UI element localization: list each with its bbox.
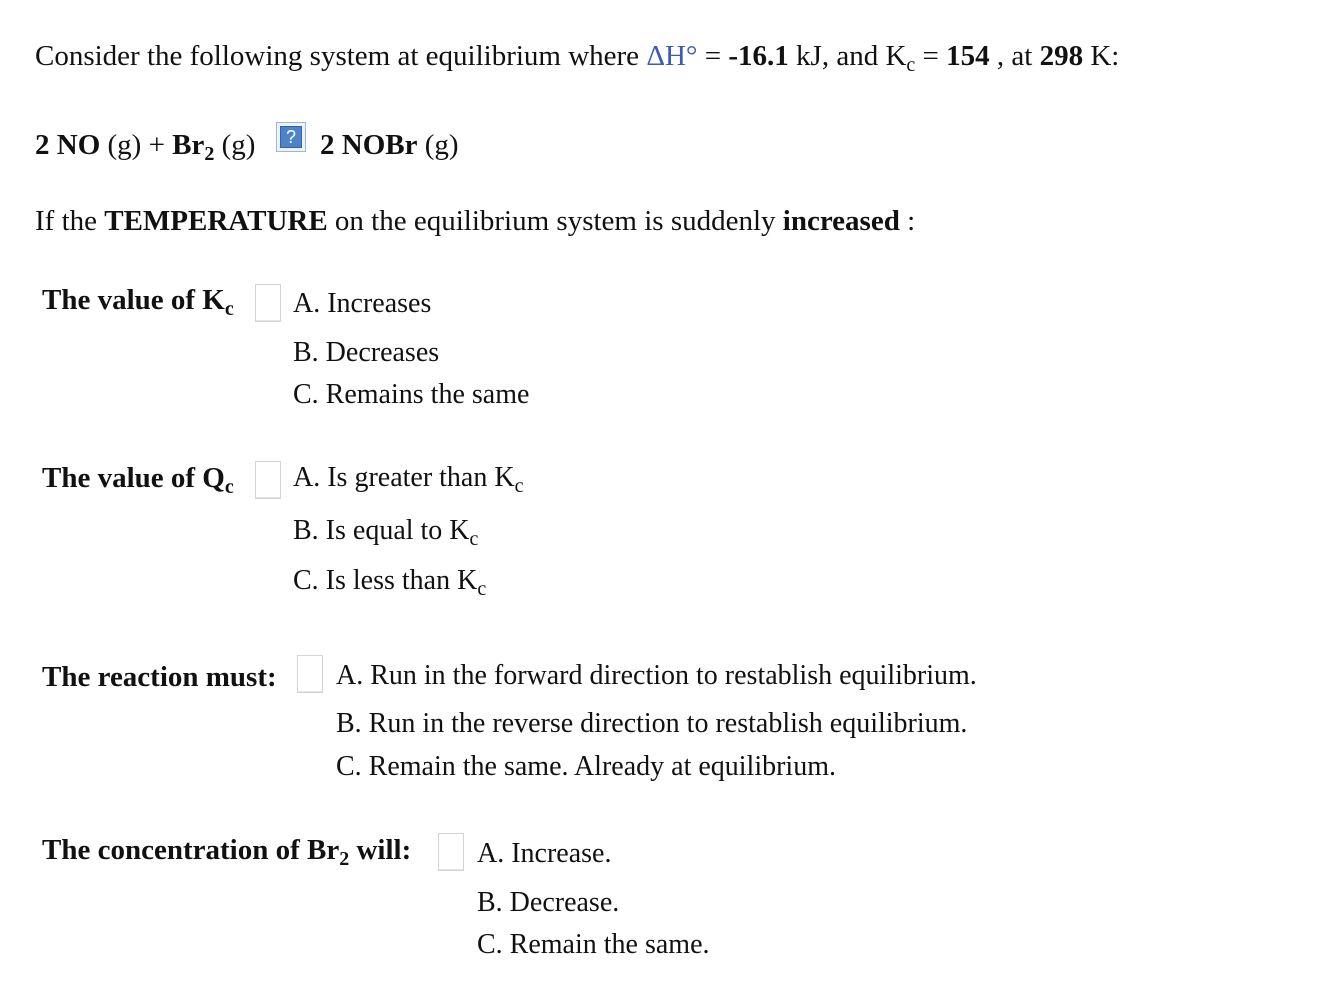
qc-option-b-text: B. Is equal to K — [293, 515, 470, 546]
q1-label-sub: c — [224, 298, 234, 320]
condition-suffix: : — [899, 205, 916, 237]
q1-label-text: The value of K — [42, 284, 225, 316]
qc-option-c-text: C. Is less than K — [293, 565, 478, 596]
br2-option-b: B. Decrease. — [477, 887, 620, 918]
question-reaction-label: The reaction must: — [42, 661, 277, 693]
q4-label-sub: 2 — [339, 848, 350, 870]
question-kc-label — [42, 284, 234, 320]
intro-prefix: Consider the following system at equilibrium where — [35, 40, 647, 72]
delta-h-unit: kJ, and K — [788, 40, 907, 72]
question-qc-label — [42, 462, 234, 498]
rhs-phase: (g) — [417, 129, 459, 161]
br-symbol: Br — [172, 129, 205, 161]
q2-label-sub: c — [224, 476, 234, 498]
br2-option-c: C. Remain the same. — [477, 929, 710, 960]
question-br2-label — [42, 834, 412, 870]
delta-h-symbol: ΔH° — [646, 40, 698, 72]
lhs-species-no: 2 NO — [35, 129, 101, 161]
reaction-lhs — [35, 129, 256, 165]
condition-temperature: TEMPERATURE — [104, 205, 328, 237]
qc-option-c — [293, 565, 487, 600]
intro-text — [35, 40, 1120, 76]
condition-text — [35, 205, 915, 238]
qc-option-c-sub: c — [477, 578, 487, 600]
equilibrium-arrow-icon — [276, 122, 306, 152]
kc-option-b: B. Decreases — [293, 337, 440, 368]
qc-option-b — [293, 515, 479, 550]
qc-option-a-sub: c — [514, 475, 524, 497]
condition-increased: increased — [782, 205, 900, 237]
reaction-option-b: B. Run in the reverse direction to restablish equilibrium. — [336, 708, 968, 739]
reaction-option-c: C. Remain the same. Already at equilibrium. — [336, 751, 836, 782]
br2-option-a: A. Increase. — [477, 838, 612, 869]
kc-value: 154 — [946, 40, 990, 72]
kc-subscript: c — [906, 54, 916, 76]
question-mark-icon: ? — [280, 126, 302, 148]
reaction-rhs — [320, 129, 459, 162]
rhs-species-nobr: 2 NOBr — [320, 129, 418, 161]
intro-equals-2: = — [915, 40, 947, 72]
qc-option-a-text: A. Is greater than K — [293, 462, 515, 493]
temp-value: 298 — [1039, 40, 1084, 72]
kc-option-c: C. Remains the same — [293, 379, 530, 410]
q4-label-suffix: will: — [349, 834, 412, 866]
delta-h-value: -16.1 — [728, 40, 789, 72]
reaction-answer-box[interactable] — [297, 655, 323, 693]
temp-unit: K: — [1083, 40, 1120, 72]
lhs-phase-1: (g) + — [100, 129, 173, 161]
br2-answer-box[interactable] — [438, 833, 464, 871]
intro-equals-1: = — [697, 40, 729, 72]
lhs-species-br2 — [172, 129, 215, 165]
kc-answer-box[interactable] — [255, 284, 281, 322]
qc-option-b-sub: c — [469, 528, 479, 550]
temp-prefix: , at — [989, 40, 1040, 72]
lhs-phase-2: (g) — [214, 129, 256, 161]
kc-option-a: A. Increases — [293, 288, 432, 319]
q4-label-text: The concentration of Br — [42, 834, 340, 866]
q2-label-text: The value of Q — [42, 462, 225, 494]
reaction-option-a: A. Run in the forward direction to restablish equilibrium. — [336, 660, 977, 691]
condition-prefix: If the — [35, 205, 105, 237]
qc-option-a — [293, 462, 524, 497]
condition-middle: on the equilibrium system is suddenly — [327, 205, 783, 237]
br-subscript: 2 — [204, 143, 215, 165]
qc-answer-box[interactable] — [255, 461, 281, 499]
